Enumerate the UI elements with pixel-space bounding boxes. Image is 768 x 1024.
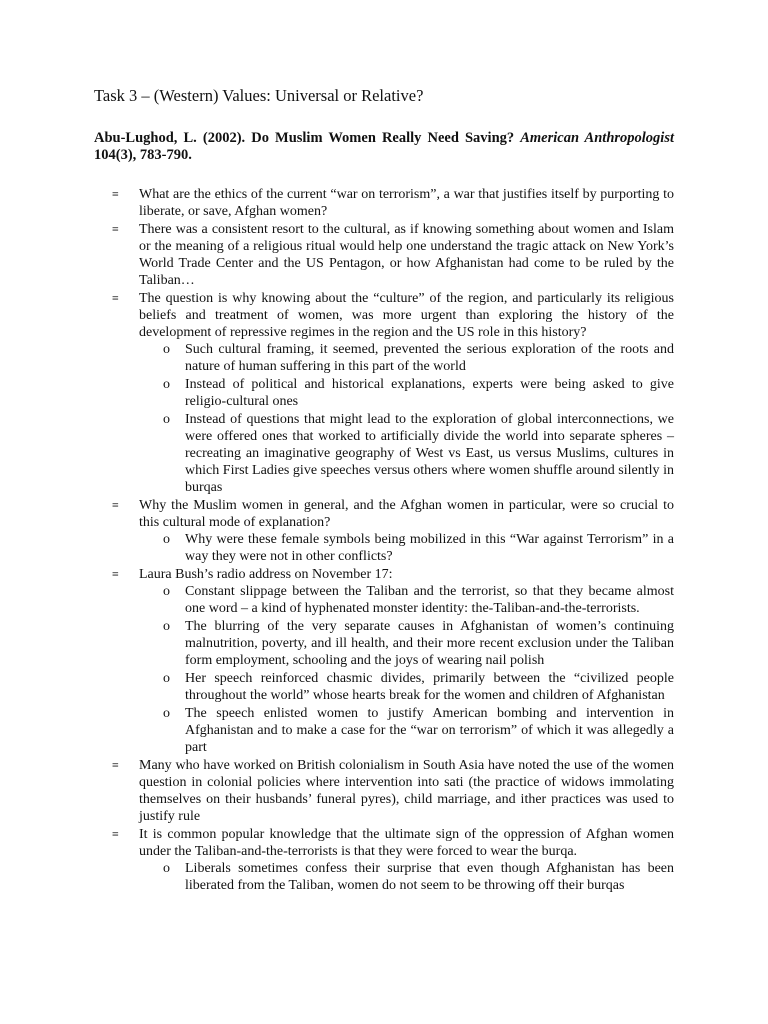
- sub-bullet-item: [94, 531, 674, 565]
- sub-bullet-marker-icon: o: [163, 532, 170, 547]
- sub-bullet-item: [94, 670, 674, 704]
- bullet-text: There was a consistent resort to the cultural, as if knowing something about women and Islam or the meaning of a religious ritual would help one understand the tragic attack on New York’s World Trade Center and the US Pentagon, or how Afghanistan had come to be ruled by the Taliban…: [139, 222, 674, 288]
- page-title: Task 3 – (Western) Values: Universal or Relative?: [94, 86, 424, 105]
- sub-bullet-marker-icon: o: [163, 861, 170, 876]
- bullet-text: It is common popular knowledge that the ultimate sign of the oppression of Afghan women under the Taliban-and-the-terrorists is that they were forced to wear the burqa.: [139, 827, 674, 859]
- sub-bullet-list: [139, 531, 674, 565]
- sub-bullet-list: [139, 583, 674, 756]
- bullet-item: [94, 757, 674, 825]
- sub-bullet-marker-icon: o: [163, 377, 170, 392]
- sub-bullet-list: [139, 341, 674, 496]
- bullet-marker-icon: ≡: [112, 187, 119, 201]
- bullet-marker-icon: ≡: [112, 291, 119, 305]
- sub-bullet-text: Constant slippage between the Taliban and the terrorist, so that they became almost one word – a kind of hyphenated monster identity: the-Taliban-and-the-terrorists.: [185, 584, 674, 616]
- sub-bullet-item: [94, 376, 674, 410]
- sub-bullet-marker-icon: o: [163, 619, 170, 634]
- citation-details: 104(3), 783-790.: [94, 147, 192, 163]
- sub-bullet-text: Instead of questions that might lead to the exploration of global interconnections, we were offered ones that worked to artificially divide the world into separate spheres – recreating an imaginative geography of West vs East, us versus Muslims, cultures in which First Ladies give speeches versus others where women shuffle around silently in burqas: [185, 412, 674, 495]
- sub-bullet-text: Liberals sometimes confess their surprise that even though Afghanistan has been liberated from the Taliban, women do not seem to be throwing off their burqas: [185, 861, 674, 893]
- reference-citation: [94, 130, 674, 164]
- sub-bullet-item: [94, 860, 674, 894]
- bullet-text: Laura Bush’s radio address on November 17:: [139, 567, 393, 582]
- sub-bullet-item: [94, 341, 674, 375]
- bullet-item: [94, 826, 674, 894]
- citation-journal: American Anthropologist: [520, 130, 675, 146]
- sub-bullet-text: Why were these female symbols being mobilized in this “War against Terrorism” in a way they were not in other conflicts?: [185, 532, 674, 564]
- bullet-item: [94, 290, 674, 496]
- bullet-marker-icon: ≡: [112, 827, 119, 841]
- citation-authors-title: Abu-Lughod, L. (2002). Do Muslim Women Really Need Saving?: [94, 130, 515, 146]
- sub-bullet-text: Her speech reinforced chasmic divides, primarily between the “civilized people throughout the world” whose hearts break for the women and children of Afghanistan: [185, 671, 674, 703]
- sub-bullet-list: [139, 860, 674, 894]
- bullet-marker-icon: ≡: [112, 567, 119, 581]
- bullet-item: [94, 497, 674, 565]
- sub-bullet-item: [94, 705, 674, 756]
- bullet-marker-icon: ≡: [112, 222, 119, 236]
- bullet-item: [94, 221, 674, 289]
- sub-bullet-text: The blurring of the very separate causes in Afghanistan of women’s continuing malnutrition, poverty, and ill health, and their more recent exclusion under the Taliban form employment, schooling and the joys of wearing nail polish: [185, 619, 674, 668]
- bullet-text: The question is why knowing about the “culture” of the region, and particularly its religious beliefs and treatment of women, was more urgent than exploring the history of the development of repressive regimes in the region and the US role in this history?: [139, 291, 674, 340]
- sub-bullet-text: Instead of political and historical explanations, experts were being asked to give religio-cultural ones: [185, 377, 674, 409]
- sub-bullet-item: [94, 583, 674, 617]
- bullet-marker-icon: ≡: [112, 498, 119, 512]
- bullet-text: Many who have worked on British colonialism in South Asia have noted the use of the women question in colonial policies where intervention into sati (the practice of widows immolating themselves on their husbands’ funeral pyres), child marriage, and ither practices was used to justify rule: [139, 758, 674, 824]
- bullet-marker-icon: ≡: [112, 758, 119, 772]
- sub-bullet-marker-icon: o: [163, 671, 170, 686]
- sub-bullet-text: The speech enlisted women to justify American bombing and intervention in Afghanistan and to make a case for the “war on terrorism” of which it was allegedly a part: [185, 706, 674, 755]
- sub-bullet-item: [94, 618, 674, 669]
- bullet-text: What are the ethics of the current “war on terrorism”, a war that justifies itself by purporting to liberate, or save, Afghan women?: [139, 187, 674, 219]
- bullet-item: [94, 186, 674, 220]
- sub-bullet-marker-icon: o: [163, 706, 170, 721]
- sub-bullet-marker-icon: o: [163, 412, 170, 427]
- bullet-list: [94, 186, 674, 894]
- bullet-text: Why the Muslim women in general, and the Afghan women in particular, were so crucial to this cultural mode of explanation?: [139, 498, 674, 530]
- sub-bullet-marker-icon: o: [163, 584, 170, 599]
- sub-bullet-item: [94, 411, 674, 496]
- bullet-item: [94, 566, 674, 756]
- sub-bullet-marker-icon: o: [163, 342, 170, 357]
- sub-bullet-text: Such cultural framing, it seemed, prevented the serious exploration of the roots and nature of human suffering in this part of the world: [185, 342, 674, 374]
